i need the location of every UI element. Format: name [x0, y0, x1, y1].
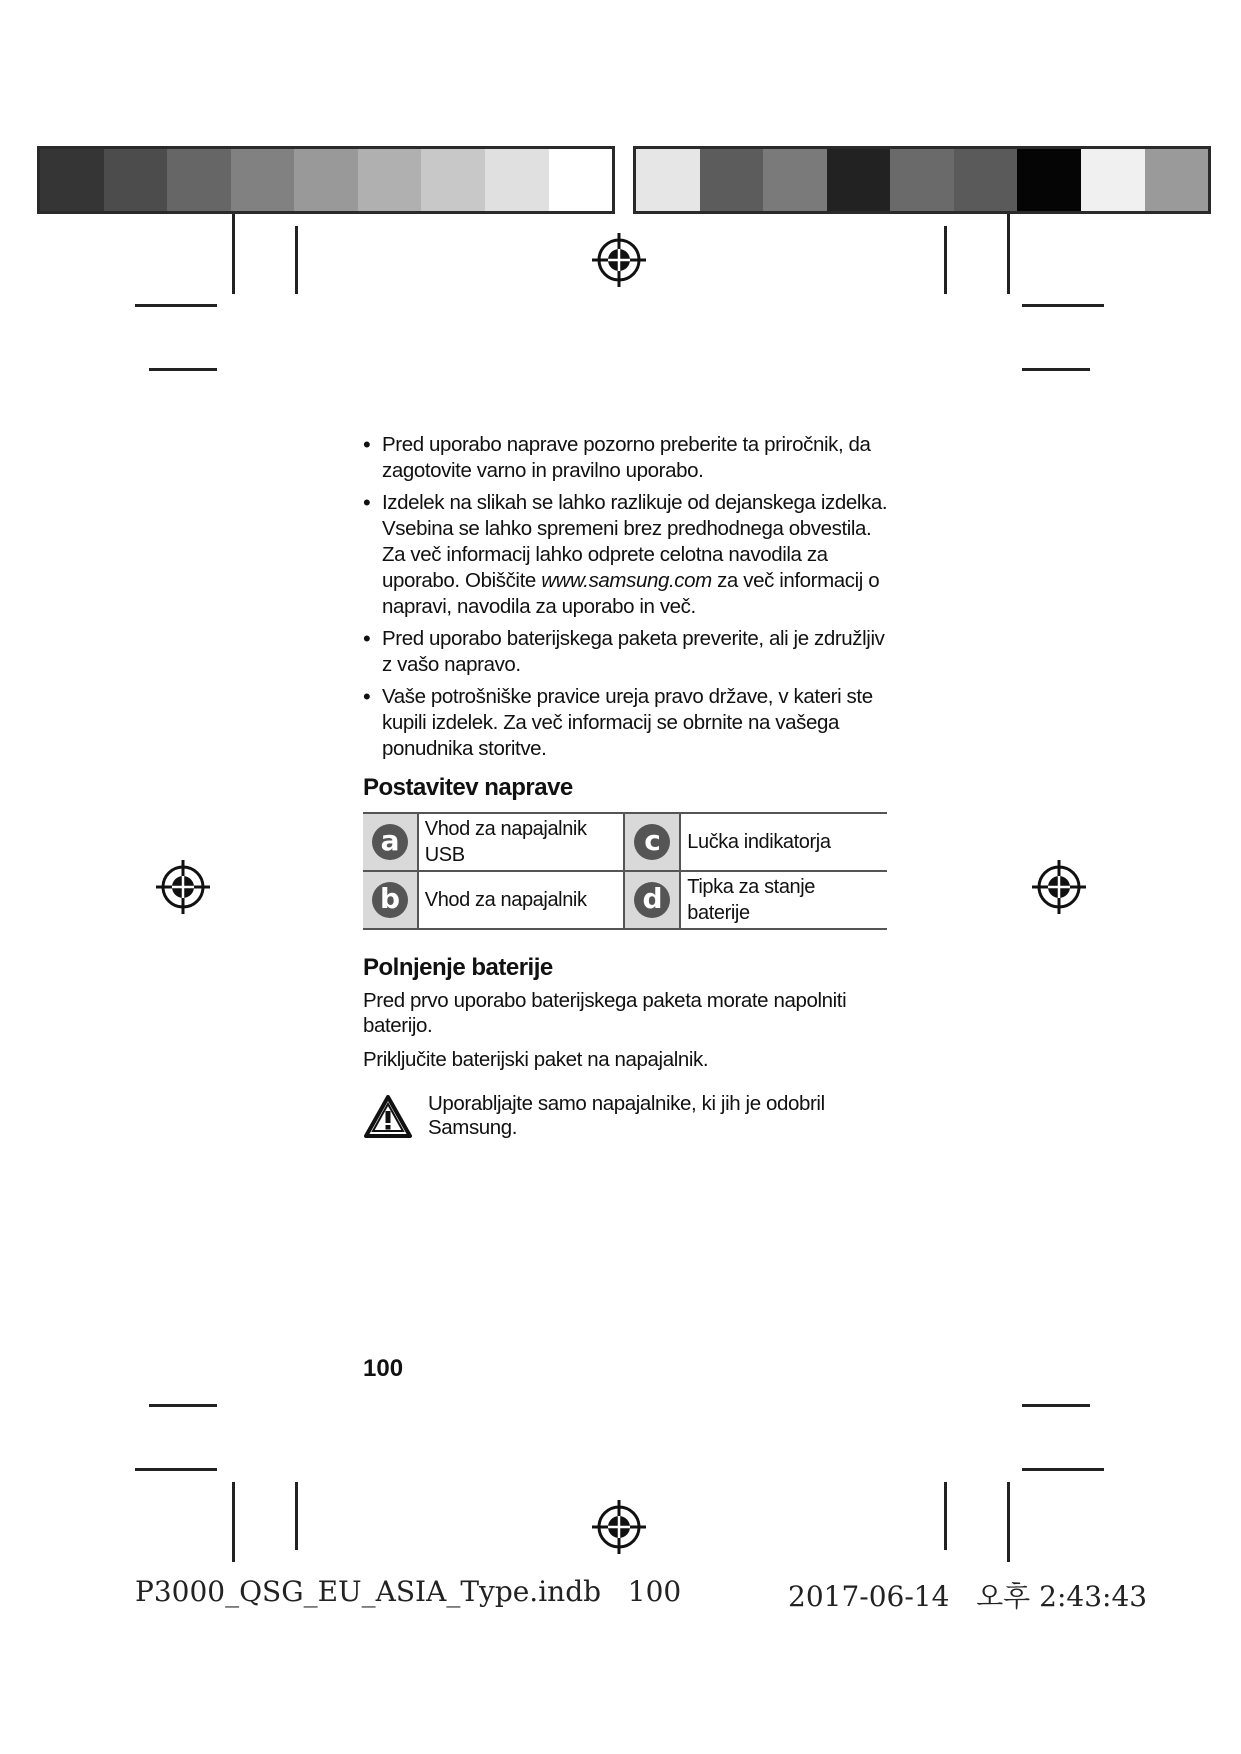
swatch	[827, 149, 891, 211]
crop-mark	[149, 1404, 217, 1407]
swatch	[421, 149, 485, 211]
crop-mark	[232, 214, 235, 294]
color-calibration-bar-left	[37, 146, 615, 214]
print-slug-filename: P3000_QSG_EU_ASIA_Type.indb 100	[135, 1575, 682, 1608]
part-badge-cell	[624, 871, 680, 929]
warning-note	[363, 1092, 893, 1140]
swatch	[1145, 149, 1209, 211]
note-text: za več informacij o napravi, navodila za uporabo in več.	[382, 569, 880, 618]
body-paragraph: Priključite baterijski paket na napajalnik.	[363, 1048, 709, 1071]
swatch	[167, 149, 231, 211]
swatch	[636, 149, 700, 211]
swatch	[104, 149, 168, 211]
print-slug-timestamp: 2017-06-14 오후 2:43:43	[788, 1580, 1148, 1613]
crop-mark	[135, 1468, 217, 1471]
swatch	[40, 149, 104, 211]
crop-mark	[295, 1482, 298, 1550]
crop-mark	[135, 304, 217, 307]
page-content	[363, 432, 893, 1140]
badge-d-icon: d	[634, 882, 670, 918]
badge-b-icon: b	[372, 882, 408, 918]
section-title-charging: Polnjenje baterije	[363, 954, 553, 981]
swatch	[1017, 149, 1081, 211]
crop-mark	[944, 1482, 947, 1550]
note-text: Izdelek na slikah se lahko razlikuje od dejanskega izdelka. Vsebina se lahko spremeni brez predhodnega obvestila. Za več informacij lahko odprete celotna navodila za uporabo. Obiščite	[382, 491, 888, 592]
badge-a-icon: a	[372, 824, 408, 860]
swatch	[294, 149, 358, 211]
note-text: Pred uporabo naprave pozorno preberite ta priročnik, da zagotovite varno in pravilno uporabo.	[382, 433, 871, 482]
part-label: Tipka za stanje baterije	[680, 871, 887, 929]
crop-mark	[1007, 1482, 1010, 1562]
registration-mark-icon	[590, 1498, 648, 1556]
registration-mark-icon	[154, 858, 212, 916]
part-badge-cell	[363, 871, 418, 929]
swatch	[700, 149, 764, 211]
part-label: Lučka indikatorja	[680, 813, 887, 871]
swatch	[231, 149, 295, 211]
crop-mark	[1022, 304, 1104, 307]
body-paragraph: Pred prvo uporabo baterijskega paketa morate napolniti baterijo.	[363, 989, 847, 1037]
part-badge-cell	[624, 813, 680, 871]
swatch	[954, 149, 1018, 211]
note-item	[363, 626, 893, 678]
note-item	[363, 490, 893, 620]
crop-mark	[1007, 214, 1010, 294]
note-text: Pred uporabo baterijskega paketa preverite, ali je združljiv z vašo napravo.	[382, 627, 885, 676]
warning-text: Uporabljajte samo napajalnike, ki jih je odobril Samsung.	[428, 1092, 825, 1139]
crop-mark	[1022, 1468, 1104, 1471]
section-title-setup: Postavitev naprave	[363, 774, 573, 801]
notes-list	[363, 432, 893, 762]
swatch	[1081, 149, 1145, 211]
table-row	[363, 813, 887, 871]
crop-mark	[295, 226, 298, 294]
part-badge-cell	[363, 813, 418, 871]
registration-mark-icon	[1030, 858, 1088, 916]
device-parts-table	[363, 812, 887, 930]
swatch	[549, 149, 613, 211]
swatch	[763, 149, 827, 211]
warning-triangle-icon	[363, 1094, 413, 1140]
crop-mark	[149, 368, 217, 371]
badge-c-icon: c	[634, 824, 670, 860]
part-label: Vhod za napajalnik USB	[418, 813, 625, 871]
crop-mark	[944, 226, 947, 294]
website-link[interactable]: www.samsung.com	[541, 569, 712, 592]
crop-mark	[1022, 1404, 1090, 1407]
note-item	[363, 684, 893, 762]
crop-mark	[1022, 368, 1090, 371]
note-text: Vaše potrošniške pravice ureja pravo države, v kateri ste kupili izdelek. Za več informacij se obrnite na vašega ponudnika storitve.	[382, 685, 873, 760]
swatch	[485, 149, 549, 211]
swatch	[890, 149, 954, 211]
page-number: 100	[363, 1355, 404, 1382]
color-calibration-bar-right	[633, 146, 1211, 214]
table-row	[363, 871, 887, 929]
swatch	[358, 149, 422, 211]
note-item	[363, 432, 893, 484]
registration-mark-icon	[590, 231, 648, 289]
crop-mark	[232, 1482, 235, 1562]
part-label: Vhod za napajalnik	[418, 871, 625, 929]
